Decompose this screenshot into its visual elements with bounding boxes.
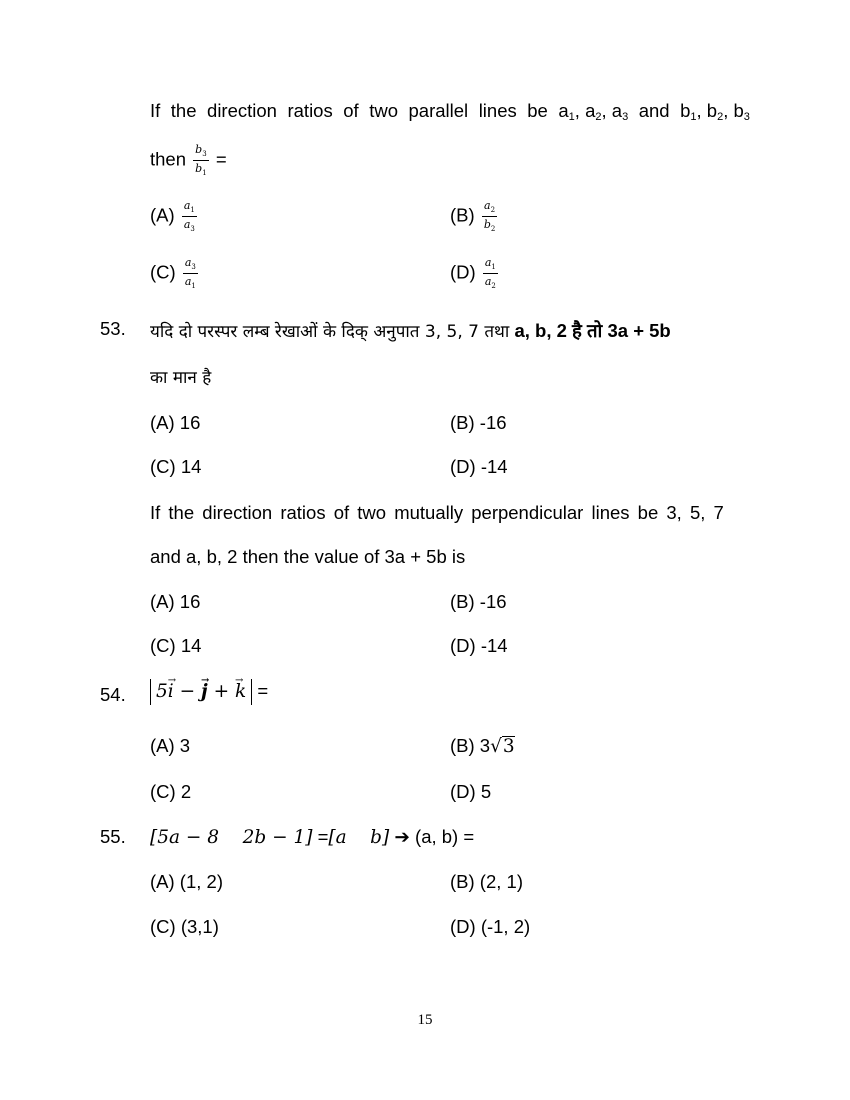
word: be: [527, 100, 548, 121]
q55-expression: [150, 826, 474, 848]
equals-sign: =: [317, 826, 329, 847]
q52-option-b: (B) $\frac{a_2}{b_2}$: [450, 199, 496, 234]
equals-sign: =: [215, 148, 227, 170]
matrix-rhs: [a b]: [328, 827, 390, 848]
q52-then-line: [150, 144, 227, 177]
word: parallel: [408, 100, 469, 121]
ratios-a: $a_1$, $a_2$, $a_3$: [558, 100, 629, 123]
hindi-text: यदि दो परस्पर लम्ब रेखाओं के दिक् अनुपात 3, 5, 7 तथा: [150, 322, 510, 342]
matrix-lhs: [5a − 8 2b − 1]: [150, 827, 313, 848]
word: the: [170, 100, 197, 121]
word: direction: [207, 100, 277, 121]
q53-en-option-b: (B) -16: [450, 591, 507, 612]
q52-option-d: (D) $\frac{a_1}{a_2}$: [450, 256, 496, 291]
q53-en-option-d: (D) -14: [450, 635, 508, 656]
q53-english-line1: If the direction ratios of two mutually perpendicular lines be 3, 5, 7: [150, 502, 724, 523]
q55-option-d: (D) (-1, 2): [450, 916, 531, 937]
q53-hindi-line2: का मान है: [150, 368, 212, 388]
fraction-b3-b1: $\frac{b_3}{b_1}$: [195, 143, 207, 178]
q55-option-b: (B) (2, 1): [450, 871, 523, 892]
q54-expression: [150, 679, 268, 705]
equals-sign: =: [257, 680, 269, 701]
q53-en-option-c: (C) 14: [150, 635, 202, 656]
q53-hindi-line1: [150, 318, 671, 343]
word: lines: [478, 100, 517, 121]
q52-option-a: (A) $\frac{a_1}{a_3}$: [150, 199, 195, 234]
then-text: then: [150, 148, 187, 170]
q52-option-c: (C) $\frac{a_3}{a_1}$: [150, 256, 196, 291]
q54-number: 54.: [100, 684, 126, 705]
q53-hi-option-a: (A) 16: [150, 412, 201, 433]
q54-option-a: (A) 3: [150, 735, 191, 756]
q53-hi-option-b: (B) -16: [450, 412, 507, 433]
q53-en-option-a: (A) 16: [150, 591, 201, 612]
q55-number: 55.: [100, 826, 126, 847]
q53-number: 53.: [100, 318, 126, 339]
q53-hi-option-c: (C) 14: [150, 456, 202, 477]
word: ratios: [287, 100, 333, 121]
result-text: (a, b) =: [415, 826, 475, 847]
word: and: [638, 100, 670, 121]
word: of: [343, 100, 359, 121]
q53-english-line2: and a, b, 2 then the value of 3a + 5b is: [150, 546, 466, 567]
q54-option-c: (C) 2: [150, 781, 192, 802]
ratios-b: $b_1$, $b_2$, $b_3$: [680, 100, 750, 123]
q55-option-a: (A) (1, 2): [150, 871, 223, 892]
q53-hi-option-d: (D) -14: [450, 456, 508, 477]
magnitude-expression: 5→ i − → j + → k: [150, 679, 252, 705]
page-number: 15: [417, 1012, 433, 1028]
q55-option-c: (C) (3,1): [150, 916, 219, 937]
word: If: [150, 100, 161, 121]
q54-option-d: (D) 5: [450, 781, 492, 802]
word: two: [369, 100, 398, 121]
q54-option-b: (B) 3√3: [450, 735, 515, 757]
hindi-bold-text: a, b, 2 है तो 3a + 5b: [514, 320, 671, 341]
q52-english-line1: [150, 100, 750, 123]
arrow-icon: ➔: [394, 826, 410, 847]
